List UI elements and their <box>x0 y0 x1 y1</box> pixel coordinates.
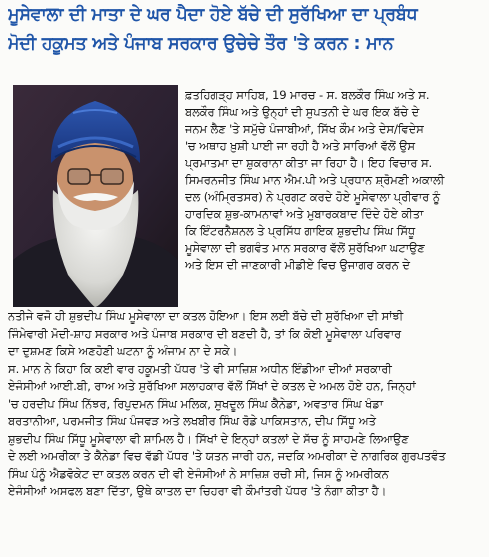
body-line: ਏਜੰਸੀਆਂ ਅਸਫਲ ਬਣਾ ਦਿੱਤਾ, ਉਥੇ ਕਾਤਲ ਦਾ ਚਿਹਰਾ ਵੀ ਕੌਮਾਂਤਰੀ ਪੱਧਰ 'ਤੇ ਨੰਗਾ ਕੀਤਾ ਹੈ। <box>8 484 387 498</box>
body-line: ਸ਼ੁਭਦੀਪ ਸਿੰਘ ਸਿੱਧੂ ਮੂਸੇਵਾਲਾ ਵੀ ਸ਼ਾਮਿਲ ਹੈ। ਸਿੱਖਾਂ ਦੇ ਇਨ੍ਹਾਂ ਕਤਲਾਂ ਦੇ ਸੱਚ ਨੂੰ ਸਾਹਮਣੇ ਲਿਆਉਣ <box>8 432 409 446</box>
body-line: ਦਲ (ਅੰਮ੍ਰਿਤਸਰ) ਨੇ ਪ੍ਰਗਟ ਕਰਦੇ ਹੋਏ ਮੂਸੇਵਾਲਾ ਪ੍ਰੀਵਾਰ ਨੂੰ <box>185 190 441 204</box>
headline-line-2: ਮੋਦੀ ਹਕੂਮਤ ਅਤੇ ਪੰਜਾਬ ਸਰਕਾਰ ਉਚੇਚੇ ਤੌਰ 'ਤੇ ਕਰਨ : ਮਾਨ <box>8 34 394 54</box>
body-line: ਸਿਮਰਨਜੀਤ ਸਿੰਘ ਮਾਨ ਐਮ.ਪੀ ਅਤੇ ਪ੍ਰਧਾਨ ਸ਼੍ਰੋਮਣੀ ਅਕਾਲੀ <box>185 173 445 187</box>
body-line: ਜਨਮ ਲੈਣ 'ਤੇ ਸਮੁੱਚੇ ਪੰਜਾਬੀਆਂ, ਸਿੱਖ ਕੌਮ ਅਤੇ ਦੇਸ/ਵਿਦੇਸ <box>185 122 424 136</box>
body-line: ਕਿ ਇੰਟਰਨੈਸ਼ਨਲ ਤੇ ਪ੍ਰਸਿੱਧ ਗਾਇਕ ਸ਼ੁਭਦੀਪ ਸਿੰਘ ਸਿੱਧੂ <box>185 224 416 238</box>
body-line: ਬਰਤਾਨੀਆ, ਪਰਮਜੀਤ ਸਿੰਘ ਪੰਜਵੜ ਅਤੇ ਲਖਬੀਰ ਸਿੰਘ ਰੋਡੇ ਪਾਕਿਸਤਾਨ, ਦੀਪ ਸਿੱਧੂ ਅਤੇ <box>8 414 376 428</box>
body-line: ਜਿੰਮੇਵਾਰੀ ਮੋਦੀ-ਸ਼ਾਹ ਸਰਕਾਰ ਅਤੇ ਪੰਜਾਬ ਸਰਕਾਰ ਦੀ ਬਣਦੀ ਹੈ, ਤਾਂ ਕਿ ਕੋਈ ਮੂਸੇਵਾਲਾ ਪਰਿਵਾਰ <box>8 327 402 341</box>
headline-line-1: ਮੂਸੇਵਾਲਾ ਦੀ ਮਾਤਾ ਦੇ ਘਰ ਪੈਦਾ ਹੋਏ ਬੱਚੇ ਦੀ ਸੁਰੱਖਿਆ ਦਾ ਪ੍ਰਬੰਧ <box>8 5 418 25</box>
body-line: ਸ. ਮਾਨ ਨੇ ਕਿਹਾ ਕਿ ਕਈ ਵਾਰ ਹਕੂਮਤੀ ਪੱਧਰ 'ਤੇ ਵੀ ਸਾਜ਼ਿਸ਼ ਅਧੀਨ ਇੰਡੀਆ ਦੀਆਂ ਸਰਕਾਰੀ <box>8 362 392 376</box>
body-line: ਫ਼ਤਹਿਗੜ੍ਹ ਸਾਹਿਬ, 19 ਮਾਰਚ - ਸ. ਬਲਕੌਰ ਸਿੰਘ ਅਤੇ ਸ. <box>185 88 430 102</box>
body-line: ਦਾ ਦੁਸ਼ਮਣ ਕਿਸੇ ਅਣਹੋਣੀ ਘਟਨਾ ਨੂੰ ਅੰਜਾਮ ਨਾ ਦੇ ਸਕੇ। <box>8 344 238 358</box>
body-line: ਪ੍ਰਮਾਤਮਾ ਦਾ ਸ਼ੁਕਰਾਨਾ ਕੀਤਾ ਜਾ ਰਿਹਾ ਹੈ। ਇਹ ਵਿਚਾਰ ਸ. <box>185 156 433 170</box>
body-line: ਸਿੰਘ ਪੰਨੂੰ ਐਡਵੋਕੇਟ ਦਾ ਕਤਲ ਕਰਨ ਦੀ ਵੀ ਏਜੰਸੀਆਂ ਨੇ ਸਾਜ਼ਿਸ਼ ਰਚੀ ਸੀ, ਜਿਸ ਨੂੰ ਅਮਰੀਕਨ <box>8 467 389 481</box>
body-line: ਨਤੀਜੇ ਵਜੋ ਹੀ ਸ਼ੁਭਦੀਪ ਸਿੰਘ ਮੂਸੇਵਾਲਾ ਦਾ ਕਤਲ ਹੋਇਆ। ਇਸ ਲਈ ਬੱਚੇ ਦੀ ਸੁਰੱਖਿਆ ਦੀ ਸਾਂਝੀ <box>8 309 404 323</box>
body-line: ਹਾਰਦਿਕ ਸ਼ੁਭ-ਕਾਮਨਾਵਾਂ ਅਤੇ ਮੁਬਾਰਕਬਾਦ ਦਿੰਦੇ ਹੋਏ ਕੀਤਾ <box>185 207 424 221</box>
body-line: ਬਲਕੌਰ ਸਿੰਘ ਅਤੇ ਉਨ੍ਹਾਂ ਦੀ ਸੁਪਤਨੀ ਦੇ ਘਰ ਇਕ ਬੱਚੇ ਦੇ <box>185 105 420 119</box>
body-line: 'ਚ ਅਥਾਹ ਖ਼ੁਸ਼ੀ ਪਾਈ ਜਾ ਰਹੀ ਹੈ ਅਤੇ ਸਾਰਿਆਂ ਵੱਲੋਂ ਉਸ <box>185 139 415 153</box>
portrait-photo <box>13 85 178 307</box>
body-line: ਮੂਸੇਵਾਲਾ ਦੀ ਭਗਵੰਤ ਮਾਨ ਸਰਕਾਰ ਵੱਲੋਂ ਸੁਰੱਖਿਆ ਘਟਾਉਣ <box>185 241 425 255</box>
body-line: ਏਜੰਸੀਆਂ ਆਈ.ਬੀ, ਰਾਅ ਅਤੇ ਸੁਰੱਖਿਆ ਸਲਾਹਕਾਰ ਵੱਲੋਂ ਸਿੱਖਾਂ ਦੇ ਕਤਲ ਦੇ ਅਮਲ ਹੋਏ ਹਨ, ਜਿਨ੍ਹਾਂ <box>8 379 416 393</box>
body-line: 'ਚ ਹਰਦੀਪ ਸਿੰਘ ਨਿੱਝਰ, ਰਿਪੁਦਮਨ ਸਿੰਘ ਮਲਿਕ, ਸੁਖਦੂਲ ਸਿੰਘ ਕੈਨੇਡਾ, ਅਵਤਾਰ ਸਿੰਘ ਖੰਡਾ <box>8 397 384 411</box>
body-line: ਦੇ ਲਈ ਅਮਰੀਕਾ ਤੇ ਕੈਨੇਡਾ ਵਿਚ ਵੱਡੀ ਪੱਧਰ 'ਤੇ ਯਤਨ ਜਾਰੀ ਹਨ, ਜਦਕਿ ਅਮਰੀਕਾ ਦੇ ਨਾਗਰਿਕ ਗੁਰਪਤਵੰਤ <box>8 449 446 463</box>
body-line: ਅਤੇ ਇਸ ਦੀ ਜਾਣਕਾਰੀ ਮੀਡੀਏ ਵਿਚ ਉਜਾਗਰ ਕਰਨ ਦੇ <box>185 258 410 272</box>
